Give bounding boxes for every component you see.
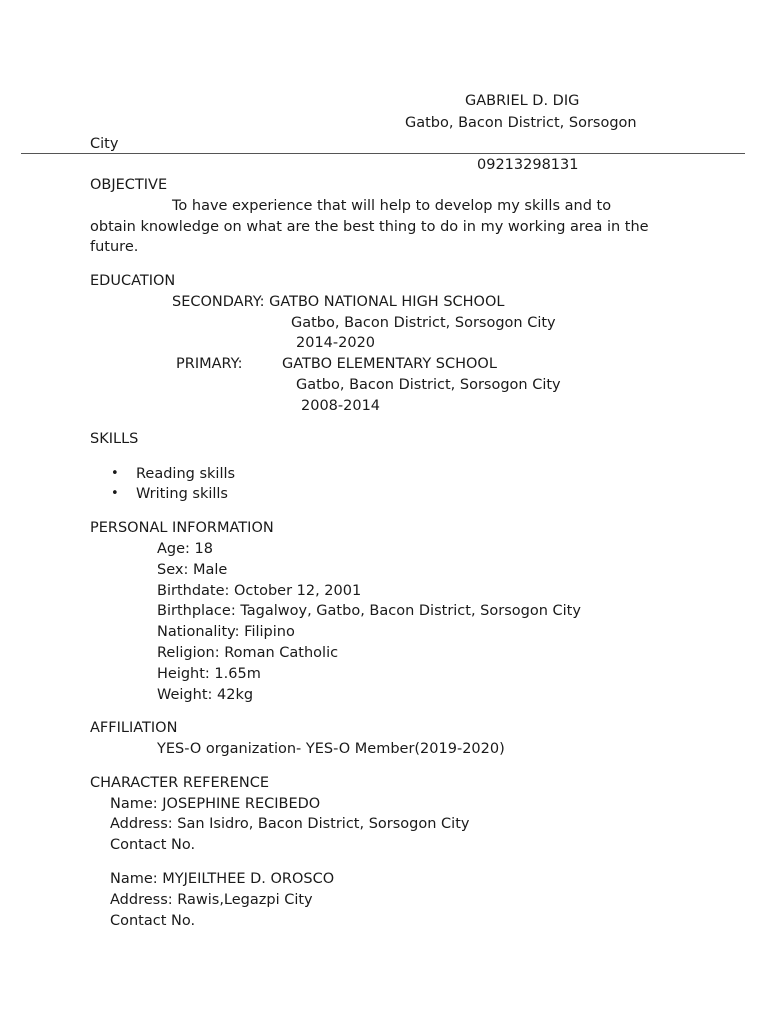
address-line-1: Gatbo, Bacon District, Sorsogon bbox=[405, 115, 637, 131]
skill-item: Writing skills bbox=[136, 486, 228, 502]
nationality: Nationality: Filipino bbox=[157, 624, 295, 640]
skill-item: Reading skills bbox=[136, 466, 236, 482]
reference-contact: Contact No. bbox=[110, 913, 196, 929]
birthplace: Birthplace: Tagalwoy, Gatbo, Bacon District, Sorsogon City bbox=[157, 603, 581, 619]
secondary-school: SECONDARY: GATBO NATIONAL HIGH SCHOOL bbox=[172, 294, 505, 310]
bullet-icon: • bbox=[111, 466, 119, 481]
primary-label: PRIMARY: bbox=[176, 356, 243, 372]
reference-contact: Contact No. bbox=[110, 837, 196, 853]
secondary-address: Gatbo, Bacon District, Sorsogon City bbox=[291, 315, 556, 331]
reference-address: Address: Rawis,Legazpi City bbox=[110, 892, 313, 908]
objective-text-line-3: future. bbox=[90, 239, 139, 255]
education-heading: EDUCATION bbox=[90, 273, 176, 289]
applicant-name: GABRIEL D. DIG bbox=[465, 93, 580, 109]
primary-address: Gatbo, Bacon District, Sorsogon City bbox=[296, 377, 561, 393]
reference-name: Name: MYJEILTHEE D. OROSCO bbox=[110, 871, 335, 887]
character-reference-heading: CHARACTER REFERENCE bbox=[90, 775, 270, 791]
personal-info-heading: PERSONAL INFORMATION bbox=[90, 520, 274, 536]
phone-number: 09213298131 bbox=[477, 157, 579, 173]
height: Height: 1.65m bbox=[157, 666, 261, 682]
age: Age: 18 bbox=[157, 541, 213, 557]
address-line-2: City bbox=[90, 136, 119, 152]
objective-heading: OBJECTIVE bbox=[90, 177, 168, 193]
affiliation-item: YES-O organization- YES-O Member(2019-2020) bbox=[157, 741, 505, 757]
affiliation-heading: AFFILIATION bbox=[90, 720, 178, 736]
primary-years: 2008-2014 bbox=[301, 398, 381, 414]
header-divider bbox=[21, 153, 745, 154]
secondary-years: 2014-2020 bbox=[296, 335, 376, 351]
skills-heading: SKILLS bbox=[90, 431, 139, 447]
bullet-icon: • bbox=[111, 486, 119, 501]
weight: Weight: 42kg bbox=[157, 687, 254, 703]
sex: Sex: Male bbox=[157, 562, 228, 578]
reference-address: Address: San Isidro, Bacon District, Sorsogon City bbox=[110, 816, 470, 832]
religion: Religion: Roman Catholic bbox=[157, 645, 339, 661]
birthdate: Birthdate: October 12, 2001 bbox=[157, 583, 362, 599]
reference-name: Name: JOSEPHINE RECIBEDO bbox=[110, 796, 321, 812]
objective-text-line-2: obtain knowledge on what are the best thing to do in my working area in the bbox=[90, 219, 649, 235]
primary-school: GATBO ELEMENTARY SCHOOL bbox=[282, 356, 497, 372]
objective-text-line-1: To have experience that will help to develop my skills and to bbox=[172, 198, 612, 214]
